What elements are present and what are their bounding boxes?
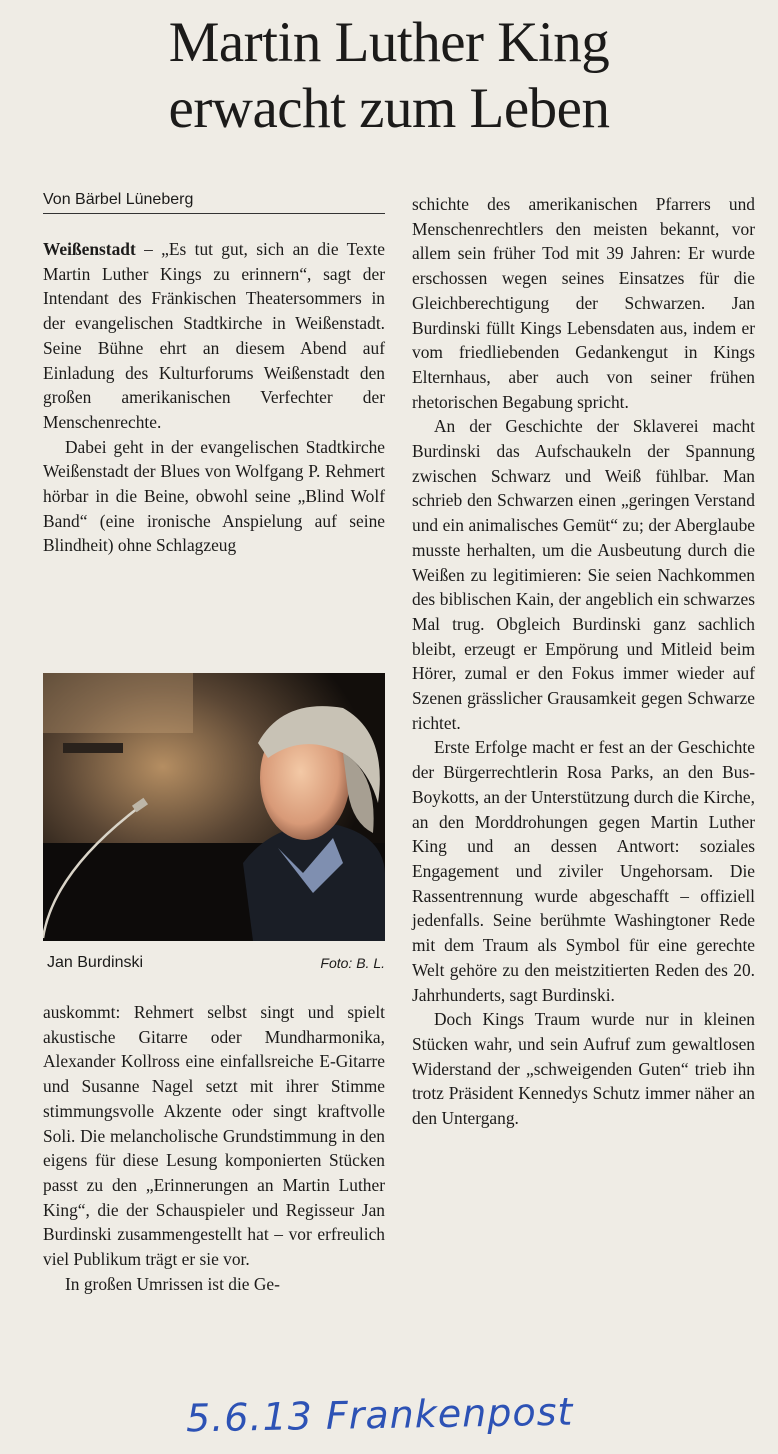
portrait-photo-image — [43, 673, 385, 941]
byline: Von Bärbel Lüneberg — [43, 191, 385, 214]
photo-caption — [43, 954, 385, 976]
paragraph-4: An der Geschichte der Sklaverei macht Burdinski das Aufschaukeln der Spannung zwischen Schwarz und Weiß fühlbar. Man schrieb den Schwarzen einen „geringen Verstand und ein animalisches Gemüt“ zu; der Aberglaube musste herhalten, um die Ausbeutung durch die Weißen zu legitimieren: Sie seien Nachkommen des biblischen Kain, der angeblich ein schwarzes Mal trug. Obgleich Burdinski ganz sachlich bleibt, erzeugt er Empörung und Mitleid beim Hörer, zumal er den Fokus immer wieder auf Szenen grässlicher Grausamkeit gegen Schwarze richtet. — [412, 416, 755, 733]
article-column-left-top — [43, 237, 385, 558]
paragraph-3-continued: schichte des amerikanischen Pfarrers und Menschenrechtlers den meisten bekannt, vor allem sein früher Tod mit 39 Jahren: Er wurde erschossen wegen seines Einsatzes für die Gleichberechtigung der Schwarzen. Jan Burdinski füllt Kings Lebensdaten aus, indem er vom friedliebenden Gedankengut in Kings Elternhaus, aber auch von seiner frühen rhetorischen Begabung spricht. — [412, 194, 755, 412]
paragraph-3-start: In großen Umrissen ist die Ge- — [65, 1273, 280, 1294]
lead-paragraph — [43, 237, 385, 435]
dateline: Weißenstadt — [43, 239, 136, 259]
article-column-right — [412, 192, 755, 1131]
headline — [0, 10, 778, 142]
article-column-left-bottom — [43, 1000, 385, 1296]
paragraph-2-continued: auskommt: Rehmert selbst singt und spielt akustische Gitarre oder Mundharmonika, Alexander Kollross eine einfallsreiche E-Gitarre und Susanne Nagel setzt mit ihrer Stimme stimmungsvolle Akzente oder singt kraftvolle Soli. Die melancholische Grundstimmung in den eigens für diese Lesung komponierten Stücken passt zu den „Erinnerungen an Martin Luther King“, die der Schauspieler und Regisseur Jan Burdinski zusammengestellt hat – vor erfreulich viel Publikum trägt er sie vor. — [43, 1002, 385, 1270]
lead-text: – „Es tut gut, sich an die Texte Martin Luther Kings zu erinnern“, sagt der Intendant des Fränkischen Theatersommers in der evangelischen Stadtkirche in Weißenstadt. Seine Bühne ehrt an diesem Abend auf Einladung des Kulturforums Weißenstadt den großen amerikanischen Verfechter der Menschenrechte. — [43, 239, 385, 432]
paragraph-5: Erste Erfolge macht er fest an der Geschichte der Bürgerrechtlerin Rosa Parks, an den Bus-Boykotts, an der Unterstützung durch die Kirche, an den Morddrohungen gegen Martin Luther King und an dessen Antwort: soziales Engagement und ziviler Ungehorsam. Die Rassentrennung wurde abgeschafft – offiziell jedenfalls. Seine berühmte Washingtoner Rede mit dem Traum als Symbol für eine gerechte Welt gehöre zu den meistzitierten Reden des 20. Jahrhunderts, sagt Burdinski. — [412, 737, 755, 1005]
caption-name: Jan Burdinski — [47, 954, 144, 971]
caption-credit: Foto: B. L. — [320, 955, 385, 971]
paragraph-2: Dabei geht in der evangelischen Stadtkirche Weißenstadt der Blues von Wolfgang P. Rehmert hörbar in die Beine, obwohl seine „Blind Wolf Band“ (eine ironische Anspielung auf seine Blindheit) ohne Schlagzeug — [43, 436, 385, 556]
paragraph-6: Doch Kings Traum wurde nur in kleinen Stücken wahr, und sein Aufruf zum gewaltlosen Widerstand der „schweigenden Guten“ trieb ihn trotz Präsident Kennedys Schutz immer näher an den Untergang. — [412, 1009, 755, 1129]
article-photo — [43, 673, 385, 941]
headline-line-2: erwacht zum Leben — [168, 77, 610, 140]
headline-line-1: Martin Luther King — [168, 11, 610, 74]
handwritten-date-source: 5.6.13 Frankenpost — [185, 1389, 574, 1441]
